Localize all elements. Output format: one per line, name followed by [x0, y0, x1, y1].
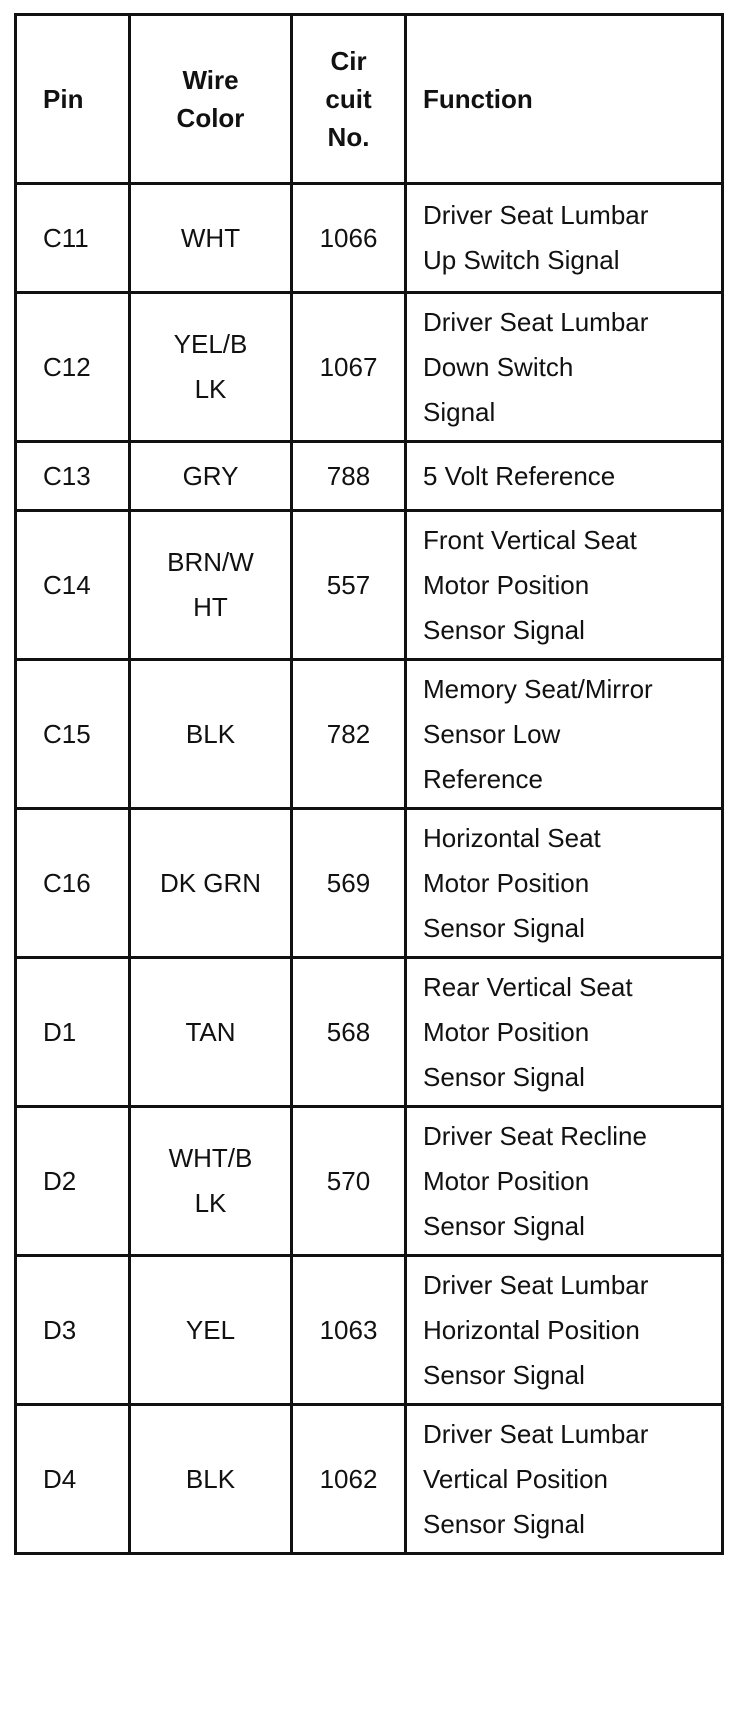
- function-line: Sensor Signal: [423, 1210, 585, 1241]
- table-body: [16, 184, 723, 1554]
- pin-cell: D4: [16, 1405, 130, 1554]
- function-line: Horizontal Position: [423, 1314, 640, 1345]
- wire-color-line: WHT: [180, 222, 241, 253]
- header-wire-color: [130, 15, 292, 184]
- function-line: Front Vertical Seat: [423, 524, 637, 555]
- function-line: Sensor Signal: [423, 912, 585, 943]
- header-pin: Pin: [16, 15, 130, 184]
- circuit-no-cell: 788: [292, 442, 406, 511]
- wire-color-cell: [130, 1405, 292, 1554]
- function-line: Vertical Position: [423, 1463, 608, 1494]
- function-line: Motor Position: [423, 569, 590, 600]
- connector-pinout-table: [14, 13, 724, 1555]
- function-line: Driver Seat Lumbar: [423, 306, 649, 337]
- function-line: Rear Vertical Seat: [423, 971, 633, 1002]
- pin-cell: D2: [16, 1107, 130, 1256]
- circuit-no-cell: 569: [292, 809, 406, 958]
- circuit-no-cell: 1067: [292, 293, 406, 442]
- wire-color-line: BRN/W: [167, 547, 254, 577]
- wire-color-line: DK GRN: [159, 867, 262, 898]
- pin-cell: D1: [16, 958, 130, 1107]
- wire-color-line: BLK: [185, 718, 236, 749]
- pin-cell: C12: [16, 293, 130, 442]
- table-row: [16, 293, 723, 442]
- function-line: Driver Seat Lumbar: [423, 1269, 649, 1300]
- wire-color-line: HT: [193, 592, 228, 622]
- function-cell: [406, 1107, 723, 1256]
- pin-cell: C11: [16, 184, 130, 293]
- circuit-no-cell: 1066: [292, 184, 406, 293]
- pin-cell: C16: [16, 809, 130, 958]
- function-line: Motor Position: [423, 867, 590, 898]
- wire-color-cell: [130, 1107, 292, 1256]
- wire-color-line: LK: [194, 374, 227, 404]
- wire-color-cell: [130, 184, 292, 293]
- wire-color-cell: [130, 958, 292, 1107]
- header-circuit-no-line: No.: [327, 122, 370, 152]
- wire-color-line: YEL/B: [173, 329, 248, 359]
- wire-color-line: BLK: [185, 1463, 236, 1494]
- function-line: Up Switch Signal: [423, 245, 620, 275]
- pin-cell: C14: [16, 511, 130, 660]
- header-circuit-no-line: cuit: [325, 84, 372, 114]
- circuit-no-cell: 568: [292, 958, 406, 1107]
- header-circuit-no: [292, 15, 406, 184]
- table-row: [16, 442, 723, 511]
- function-line: Driver Seat Recline: [423, 1120, 647, 1151]
- function-cell: [406, 958, 723, 1107]
- function-line: Down Switch: [423, 351, 574, 382]
- table-row: [16, 1256, 723, 1405]
- table-row: [16, 958, 723, 1107]
- circuit-no-cell: 1063: [292, 1256, 406, 1405]
- function-line: 5 Volt Reference: [423, 460, 616, 491]
- function-cell: [406, 1256, 723, 1405]
- pin-cell: C13: [16, 442, 130, 511]
- wire-color-line: WHT/B: [168, 1143, 253, 1173]
- wire-color-line: YEL: [185, 1314, 236, 1345]
- wire-color-cell: [130, 660, 292, 809]
- header-function: Function: [406, 15, 723, 184]
- function-cell: [406, 184, 723, 293]
- function-line: Sensor Signal: [423, 614, 585, 645]
- function-line: Reference: [423, 763, 543, 794]
- header-row: [16, 15, 723, 184]
- table-row: [16, 660, 723, 809]
- circuit-no-cell: 570: [292, 1107, 406, 1256]
- table-row: [16, 1405, 723, 1554]
- wire-color-cell: [130, 511, 292, 660]
- table-row: [16, 809, 723, 958]
- function-cell: [406, 1405, 723, 1554]
- wire-color-cell: [130, 1256, 292, 1405]
- header-circuit-no-line: Cir: [330, 46, 367, 76]
- wire-color-cell: [130, 809, 292, 958]
- function-line: Sensor Signal: [423, 1359, 585, 1390]
- pin-cell: C15: [16, 660, 130, 809]
- function-line: Motor Position: [423, 1165, 590, 1196]
- function-line: Driver Seat Lumbar: [423, 200, 649, 230]
- function-line: Sensor Signal: [423, 1061, 585, 1092]
- circuit-no-cell: 782: [292, 660, 406, 809]
- function-cell: [406, 442, 723, 511]
- function-line: Driver Seat Lumbar: [423, 1418, 649, 1449]
- function-line: Sensor Signal: [423, 1508, 585, 1539]
- function-cell: [406, 293, 723, 442]
- wire-color-line: TAN: [185, 1016, 236, 1047]
- wire-color-cell: [130, 293, 292, 442]
- circuit-no-cell: 557: [292, 511, 406, 660]
- wire-color-line: GRY: [182, 460, 239, 491]
- wire-color-line: LK: [194, 1188, 227, 1218]
- table-row: [16, 1107, 723, 1256]
- table-row: [16, 511, 723, 660]
- function-cell: [406, 660, 723, 809]
- function-cell: [406, 511, 723, 660]
- header-wire-color-line: Color: [176, 103, 245, 133]
- function-line: Motor Position: [423, 1016, 590, 1047]
- function-cell: [406, 809, 723, 958]
- wire-color-cell: [130, 442, 292, 511]
- circuit-no-cell: 1062: [292, 1405, 406, 1554]
- function-line: Signal: [423, 396, 496, 427]
- pin-cell: D3: [16, 1256, 130, 1405]
- function-line: Sensor Low: [423, 718, 561, 749]
- header-wire-color-line: Wire: [182, 65, 239, 95]
- function-line: Horizontal Seat: [423, 822, 601, 853]
- function-line: Memory Seat/Mirror: [423, 673, 653, 704]
- table-row: [16, 184, 723, 293]
